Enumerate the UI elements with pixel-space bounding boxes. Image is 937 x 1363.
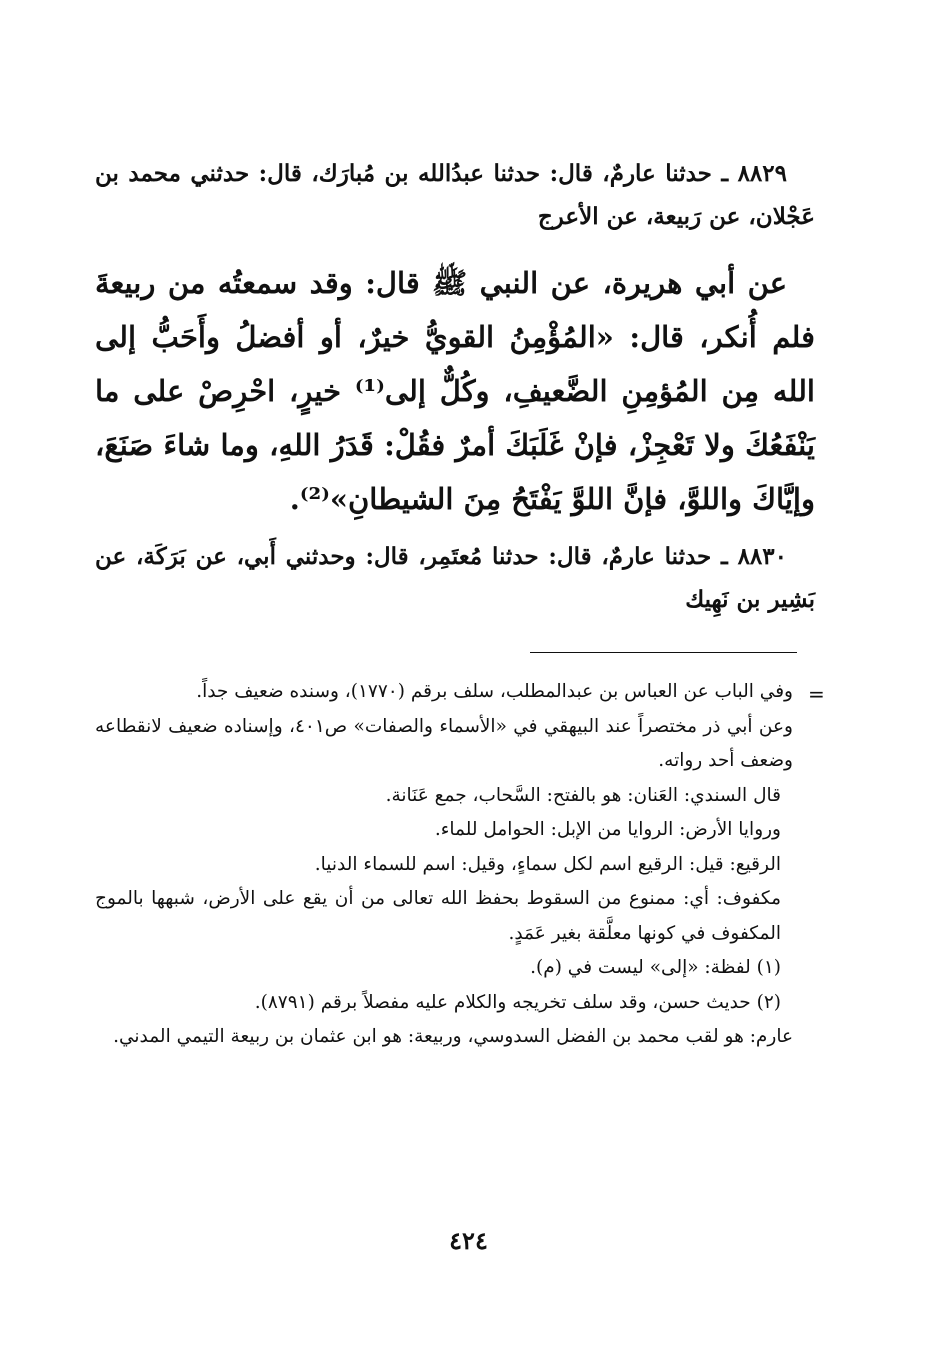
footnote-line: عارم: هو لقب محمد بن الفضل السدوسي، وربيعة: هو ابن عثمان بن ربيعة التيمي المدني. bbox=[113, 1026, 793, 1047]
hadith-8829-isnad-text: ٨٨٢٩ ـ حدثنا عارمٌ، قال: حدثنا عبدُالله بن مُبارَك، قال: حدثني محمد بن عَجْلان، عن رَبيعة، عن الأعرج bbox=[95, 160, 815, 230]
hadith-8829-matn bbox=[95, 256, 815, 526]
footnote-line: قال السندي: العَنان: هو بالفتح: السَّحاب، جمع عَنَانة. bbox=[385, 784, 781, 806]
hadith-8829-isnad bbox=[95, 152, 815, 238]
hadith-8830-isnad-text: ٨٨٣٠ ـ حدثنا عارمٌ، قال: حدثنا مُعتَمِر، قال: وحدثني أَبي، عن بَرَكَة، عن بَشِير بن نَهِيك bbox=[95, 543, 815, 613]
footnote-line: وفي الباب عن العباس بن عبدالمطلب، سلف برقم (١٧٧٠)، وسنده ضعيف جداً. bbox=[196, 681, 793, 702]
page-number: ٤٢٤ bbox=[449, 1226, 488, 1255]
footnote-separator bbox=[530, 652, 797, 653]
footnote-line: وروايا الأرض: الروايا من الإبل: الحوامل للماء. bbox=[434, 819, 781, 840]
continuation-marker: = bbox=[808, 682, 825, 706]
hadith-8830-isnad bbox=[95, 535, 815, 621]
footnote-2: (٢) حديث حسن، وقد سلف تخريجه والكلام عليه مفصلاً برقم (٨٧٩١). bbox=[254, 991, 781, 1013]
hadith-8829-matn-text: عن أبي هريرة، عن النبي ﷺ قال: وقد سمعتُه من ربيعةَ فلم أُنكر، قال: «المُؤْمِنُ القويُّ خيرٌ، أو أفضلُ وأَحَبُّ إلى الله مِن المُؤمِنِ الضَّعيفِ، وكُلٌّ إلى⁽¹⁾ خيرٍ، احْرِصْ على ما يَنْفَعُكَ ولا تَعْجِزْ، فإنْ غَلَبَكَ أمرٌ فقُلْ: قَدَرُ اللهِ، وما شاءَ صَنَعَ، وإيَّاكَ واللوَّ، فإنَّ اللوَّ يَفْتَحُ مِنَ الشيطانِ»⁽²⁾. bbox=[95, 266, 815, 516]
footnote-line: مكفوف: أي: ممنوع من السقوط بحفظ الله تعالى من أن يقع على الأرض، شبهها بالموج المكفوف في كونها معلَّقة بغير عَمَدٍ. bbox=[95, 888, 781, 944]
footnote-line: وعن أبي ذر مختصراً عند البيهقي في «الأسماء والصفات» ص٤٠١، وإسناده ضعيف لانقطاعه وضعف أحد رواته. bbox=[95, 715, 793, 771]
footnotes bbox=[95, 675, 815, 1055]
footnote-line: الرقيع: قيل: الرقيع اسم لكل سماءٍ، وقيل: اسم للسماء الدنيا. bbox=[314, 853, 781, 875]
footnote-1: (١) لفظة: «إلى» ليست في (م). bbox=[530, 957, 781, 978]
